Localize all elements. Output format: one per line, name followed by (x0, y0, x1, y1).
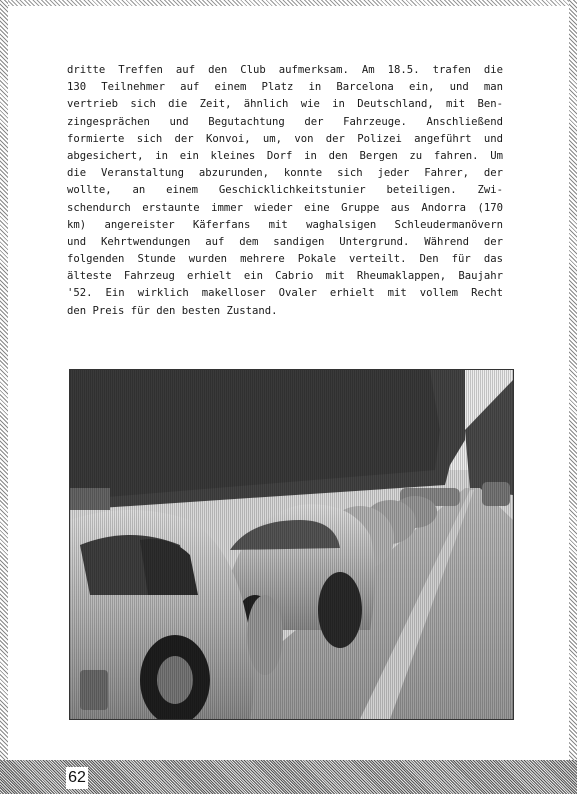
text-line: und Kehrtwendungen auf dem sandigen Untergrund. Während der (67, 235, 503, 248)
text-line: die Veranstaltung abzurunden, konnte sich jeder Fahrer, der (67, 167, 503, 180)
text-line: abgesichert, in ein kleines Dorf in den Bergen zu fahren. Um (67, 149, 503, 162)
text-line: '52. Ein wirklich makelloser Ovaler erhielt mit vollem Recht (67, 287, 503, 300)
page-border-left (0, 0, 8, 794)
text-line: zingesprächen und Begutachtung der Fahrzeuge. Anschließend (67, 115, 503, 128)
page-border-top (0, 0, 577, 6)
text-line: km) angereister Käferfans mit waghalsigen Schleudermanövern (67, 218, 503, 231)
text-line: dritte Treffen auf den Club aufmerksam. Am 18.5. trafen die (67, 64, 503, 76)
page-number: 62 (66, 767, 88, 789)
convoy-photo (69, 369, 514, 720)
page-border-right (569, 0, 577, 794)
text-line: den Preis für den besten Zustand. (67, 304, 278, 317)
text-line: formierte sich der Konvoi, um, von der Polizei angeführt und (67, 132, 503, 145)
article-text (67, 62, 503, 320)
text-line: 130 Teilnehmer auf einem Platz in Barcelona ein, und man (67, 81, 503, 94)
text-line: wollte, an einem Geschicklichkeitstunier beteiligen. Zwi- (67, 184, 503, 197)
text-line: folgenden Stunde wurden mehrere Pokale verteilt. Den für das (67, 253, 503, 266)
text-line: vertrieb sich die Zeit, ähnlich wie in Deutschland, mit Ben- (67, 98, 503, 111)
text-line: älteste Fahrzeug erhielt ein Cabrio mit Rheumaklappen, Baujahr (67, 270, 503, 283)
text-line: schendurch erstaunte immer wieder eine Gruppe aus Andorra (170 (67, 201, 503, 214)
